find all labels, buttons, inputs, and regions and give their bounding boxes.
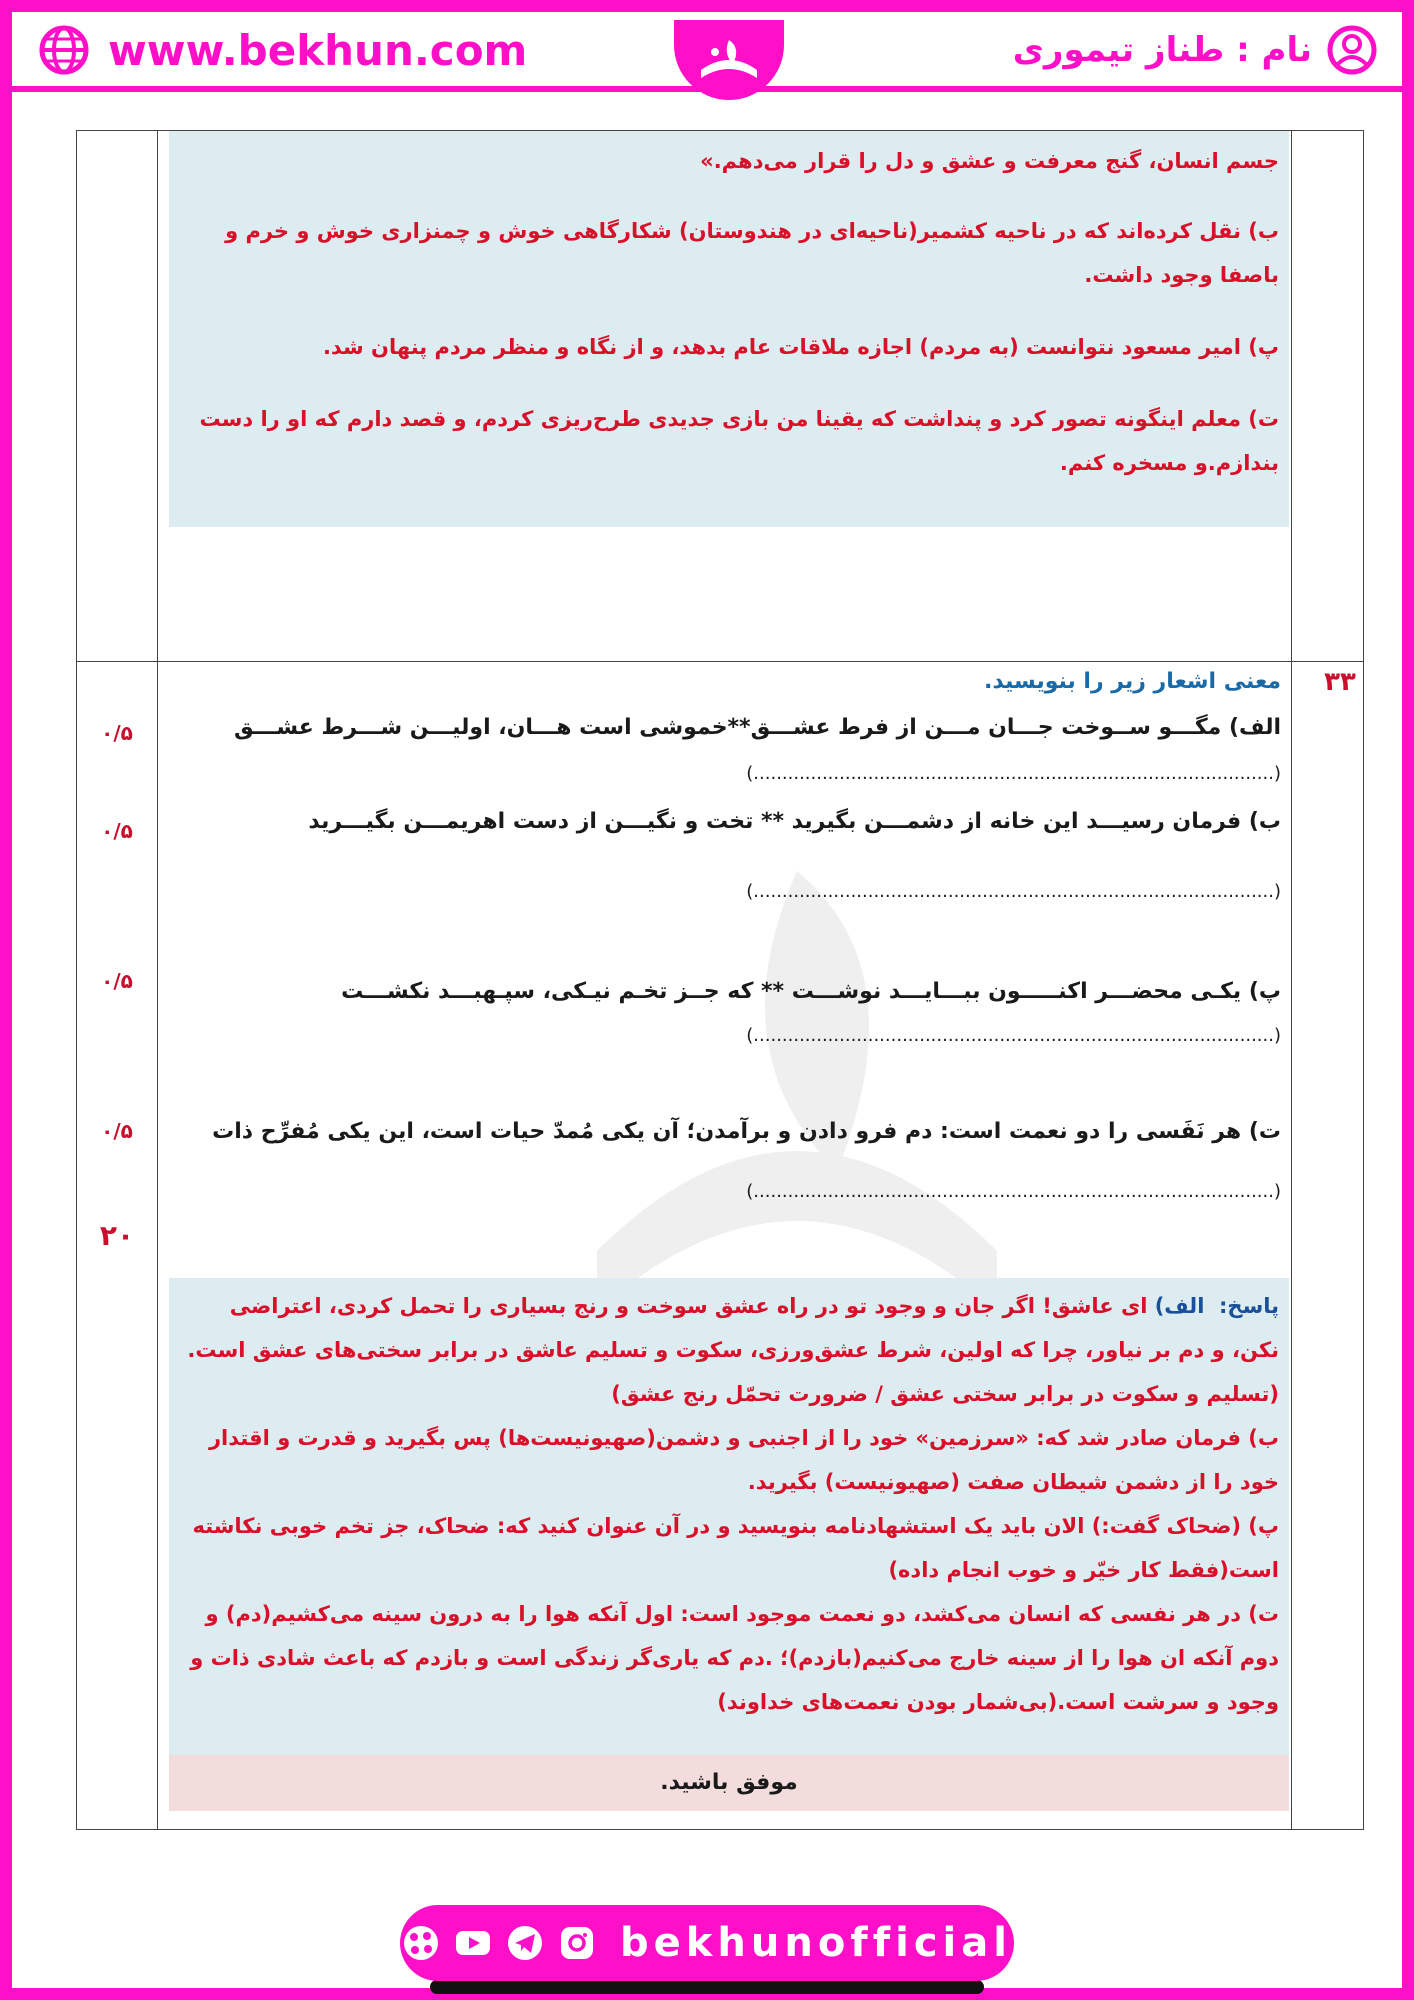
user-icon: [1326, 24, 1378, 76]
answer-a: [179, 1284, 1279, 1416]
aparat-icon[interactable]: [402, 1924, 440, 1962]
answer-blank-b: (...........................................................................................): [746, 881, 1281, 902]
social-handle[interactable]: bekhunofficial: [620, 1920, 1012, 1966]
answer-blank-c: (...........................................................................................): [746, 1025, 1281, 1046]
verse-d: ت) هر نَفَسی را دو نعمت است: دم فرو دادن و برآمدن؛ آن یکی مُمدّ حیات است، این یکی مُفرِّح ذات: [212, 1119, 1281, 1144]
question-number: ۳۳: [1324, 667, 1356, 697]
answer-a-label: الف): [1154, 1294, 1205, 1318]
answer-line: ت) معلم اینگونه تصور کرد و پنداشت که یقینا من بازی جدیدی طرح‌ریزی کردم، و قصد دارم که او را دست بندازم.و مسخره کنم.: [199, 407, 1279, 475]
score-d: ۰/۵: [101, 1119, 133, 1143]
answer-key: [169, 1278, 1289, 1778]
answer-blank-a: (...........................................................................................): [746, 763, 1281, 784]
verse-b: ب) فرمان رسیـــد این خانه از دشمـــن بگیرید ** تخت و نگیـــن از دست اهریمـــن بگیـــرید: [308, 809, 1281, 834]
score-column-divider: [157, 131, 158, 1829]
question-title: معنی اشعار زیر را بنویسید.: [984, 669, 1281, 694]
brand-logo: [674, 20, 784, 100]
answer-d: ت) در هر نفسی که انسان می‌کشد، دو نعمت موجود است: اول آنکه هوا را به درون سینه می‌کشیم(دم) و دوم آنکه ان هوا را از سینه خارج می‌کنیم(بازدم)؛ .دم که یاری‌گر زندگی است و بازدم که باعث شادی ذات و وجود و سرشت است.(بی‌شمار بودن نعمت‌های خداوند): [190, 1602, 1279, 1714]
score-c: ۰/۵: [101, 969, 133, 993]
row-divider: [77, 661, 1363, 662]
answer-b: ب) فرمان صادر شد که: «سرزمین» خود را از اجنبی و دشمن(صهیونیست‌ها) پس بگیرید و قدرت و اقتدار خود را از دشمن شیطان صفت (صهیونیست) بگیرید.: [208, 1426, 1279, 1494]
verse-a: الف) مگـــو ســوخت جـــان مـــن از فرط عشـــق**خموشی است هـــان، اولیـــن شـــرط عشـــق: [233, 715, 1281, 740]
student-name: [1013, 24, 1378, 76]
previous-answers: [169, 131, 1289, 527]
number-column-divider: [1291, 131, 1292, 1829]
globe-icon: [38, 24, 90, 76]
answer-a-text: ای عاشق! اگر جان و وجود تو در راه عشق سوخت و رنج بسیاری را تحمل کردی، اعتراضی نکن، و دم بر نیاور، چرا که اولین، شرط عشق‌ورزی، سکوت و تسلیم عاشق در برابر سختی‌های عشق است.(تسلیم و سکوت در برابر سختی عشق / ضرورت تحمّل رنج عشق): [187, 1294, 1279, 1406]
student-name-text: نام : طناز تیموری: [1012, 30, 1312, 70]
answer-label: پاسخ:: [1219, 1294, 1279, 1318]
site-link[interactable]: [38, 24, 527, 76]
social-footer: [400, 1905, 1014, 1981]
answer-line: جسم انسان، گنج معرفت و عشق و دل را قرار می‌دهم.»: [700, 149, 1279, 173]
instagram-icon[interactable]: [558, 1924, 596, 1962]
footer-shadow: [430, 1980, 984, 1994]
closing-message: موفق باشید.: [169, 1755, 1289, 1811]
score-b: ۰/۵: [101, 819, 133, 843]
answer-line: پ) امیر مسعود نتوانست (به مردم) اجازه ملاقات عام بدهد، و از نگاه و منظر مردم پنهان شد.: [322, 335, 1279, 359]
exam-sheet: [76, 130, 1364, 1830]
header: [12, 12, 1402, 92]
answer-line: ب) نقل کرده‌اند که در ناحیه کشمیر(ناحیه‌ای در هندوستان) شکارگاهی خوش و چمنزاری خوش و خرم و باصفا وجود داشت.: [225, 219, 1279, 287]
book-logo-icon: [693, 30, 765, 90]
telegram-icon[interactable]: [506, 1924, 544, 1962]
youtube-icon[interactable]: [454, 1924, 492, 1962]
score-a: ۰/۵: [101, 721, 133, 745]
site-url-text: www.bekhun.com: [108, 25, 528, 75]
answer-blank-d: (...........................................................................................): [746, 1181, 1281, 1202]
answer-c: پ) (ضحاک گفت:) الان باید یک استشهادنامه بنویسید و در آن عنوان کنید که: ضحاک، جز تخم خوبی نکاشته است(فقط کار خیّر و خوب انجام داده): [192, 1514, 1279, 1582]
verse-c: پ) یکـی محضـــر اکنـــــون ببـــایـــد نوشـــت ** که جــز تخـم نیـکی، سپـهبـــد نکشـــت: [341, 979, 1281, 1004]
total-score: ۲۰: [99, 1219, 135, 1252]
